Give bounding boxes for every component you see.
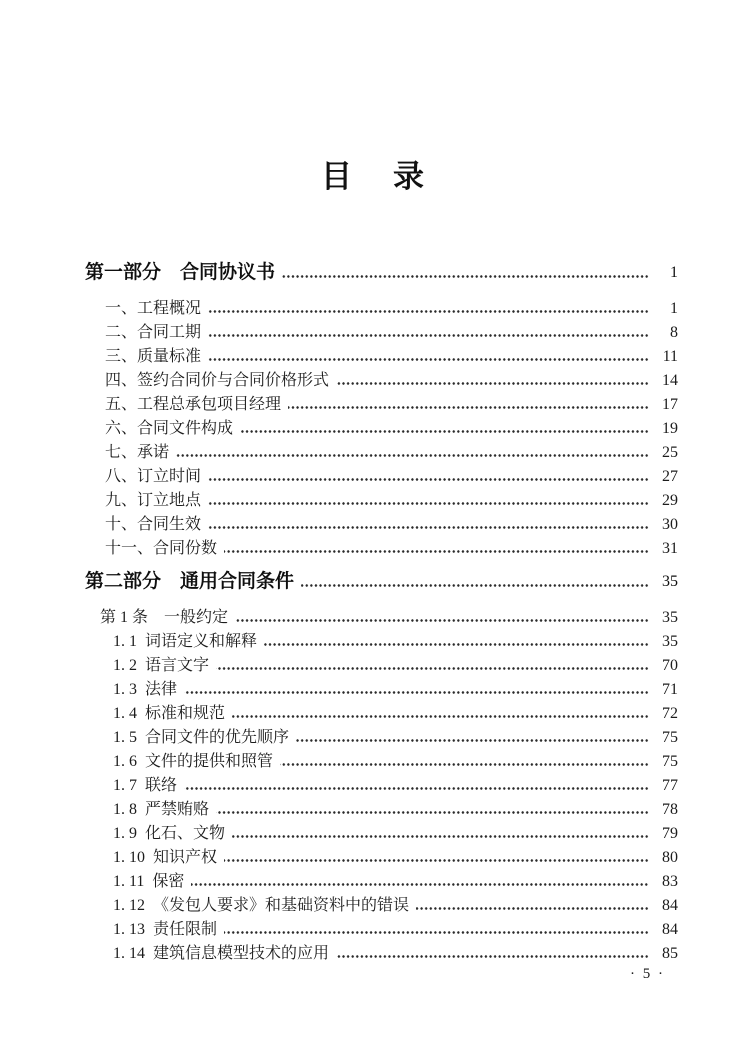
toc-row [85,489,678,513]
toc-row [85,630,678,654]
toc-entry-page: 79 [662,825,678,842]
toc-entry-label: 1. 7 联络 [113,777,178,794]
toc-entry-page: 35 [662,633,678,650]
toc-row [85,417,678,441]
toc-entry-page: 8 [670,324,678,341]
dot-leader [240,417,649,441]
toc-entry-label: 1. 10 知识产权 [113,849,218,866]
toc-row [85,258,678,288]
toc-row [85,870,678,894]
toc-entry-label: 1. 3 法律 [113,681,178,698]
dot-leader [301,567,649,597]
toc-row [85,537,678,561]
toc-entry-page: 1 [670,300,678,317]
dot-leader [224,537,649,561]
dot-leader [232,702,649,726]
toc-entry-page: 83 [662,873,678,890]
toc-entry-page: 29 [662,492,678,509]
toc-row [85,822,678,846]
toc-entry-label: 1. 13 责任限制 [113,921,218,938]
dot-leader [224,918,649,942]
toc-entry-label: 1. 6 文件的提供和照管 [113,753,274,770]
dot-leader [416,894,649,918]
toc-entry-page: 14 [662,372,678,389]
toc-entry-page: 85 [662,945,678,962]
toc-entry-page: 70 [662,657,678,674]
toc-row [85,606,678,630]
toc-row [85,513,678,537]
dot-leader [224,846,649,870]
toc-row [85,654,678,678]
toc-entry-page: 78 [662,801,678,818]
toc-entry-label: 1. 14 建筑信息模型技术的应用 [113,945,330,962]
toc-entry-label: 五、工程总承包项目经理 [105,396,282,413]
toc-row [85,918,678,942]
toc-row [85,894,678,918]
toc-row [85,441,678,465]
dot-leader [208,513,649,537]
dot-leader [216,654,649,678]
dot-leader [216,798,649,822]
toc-entry-page: 72 [662,705,678,722]
toc-entry-page: 19 [662,420,678,437]
dot-leader [336,369,649,393]
dot-leader [336,942,649,966]
dot-leader [184,774,649,798]
toc-entry-label: 1. 4 标准和规范 [113,705,226,722]
toc-entry-page: 31 [662,540,678,557]
toc-entry-page: 84 [662,921,678,938]
toc-row [85,369,678,393]
toc-row [85,297,678,321]
dot-leader [176,441,649,465]
toc-entry-page: 30 [662,516,678,533]
toc-entry-page: 35 [662,573,678,590]
toc-entry-label: 1. 1 词语定义和解释 [113,633,258,650]
dot-leader [208,321,649,345]
dot-leader [288,393,649,417]
toc-entry-label: 第 1 条 一般约定 [100,609,229,626]
toc-row [85,942,678,966]
toc-row [85,726,678,750]
dot-leader [282,258,649,288]
dot-leader [280,750,649,774]
dot-leader [208,489,649,513]
toc-entry-label: 1. 5 合同文件的优先顺序 [113,729,290,746]
toc-list [85,258,678,966]
page-title: 目 录 [321,159,429,194]
toc-row [85,798,678,822]
toc-entry-page: 71 [662,681,678,698]
toc-entry-page: 1 [670,264,678,281]
toc-entry-label: 第一部分 合同协议书 [85,262,276,283]
dot-leader [264,630,649,654]
dot-leader [208,345,649,369]
toc-entry-label: 十一、合同份数 [105,540,218,557]
dot-leader [232,822,649,846]
footer-page-number: · 5 · [630,966,665,982]
toc-entry-label: 1. 8 严禁贿赂 [113,801,210,818]
toc-row [85,567,678,597]
toc-entry-label: 三、质量标准 [105,348,202,365]
toc-entry-label: 十、合同生效 [105,516,202,533]
toc-row [85,465,678,489]
toc-entry-label: 1. 9 化石、文物 [113,825,226,842]
dot-leader [191,870,649,894]
toc-entry-label: 二、合同工期 [105,324,202,341]
toc-row [85,774,678,798]
toc-row [85,702,678,726]
dot-leader [208,465,649,489]
toc-entry-label: 四、签约合同价与合同价格形式 [105,372,330,389]
toc-entry-label: 1. 11 保密 [113,873,185,890]
toc-entry-page: 75 [662,753,678,770]
dot-leader [235,606,649,630]
toc-entry-page: 25 [662,444,678,461]
toc-entry-label: 八、订立时间 [105,468,202,485]
toc-row [85,846,678,870]
toc-entry-page: 27 [662,468,678,485]
toc-entry-page: 84 [662,897,678,914]
toc-row [85,393,678,417]
toc-row [85,678,678,702]
dot-leader [184,678,649,702]
toc-entry-page: 77 [662,777,678,794]
toc-entry-page: 17 [662,396,678,413]
toc-entry-label: 六、合同文件构成 [105,420,234,437]
toc-row [85,750,678,774]
toc-entry-page: 80 [662,849,678,866]
toc-entry-label: 第二部分 通用合同条件 [85,571,295,592]
toc-entry-page: 75 [662,729,678,746]
toc-row [85,345,678,369]
toc-entry-label: 1. 12 《发包人要求》和基础资料中的错误 [113,897,410,914]
toc-entry-page: 35 [662,609,678,626]
dot-leader [208,297,649,321]
toc-entry-page: 11 [662,348,678,365]
toc-row [85,321,678,345]
toc-entry-label: 七、承诺 [105,444,170,461]
toc-entry-label: 一、工程概况 [105,300,202,317]
toc-entry-label: 九、订立地点 [105,492,202,509]
toc-entry-label: 1. 2 语言文字 [113,657,210,674]
dot-leader [296,726,649,750]
